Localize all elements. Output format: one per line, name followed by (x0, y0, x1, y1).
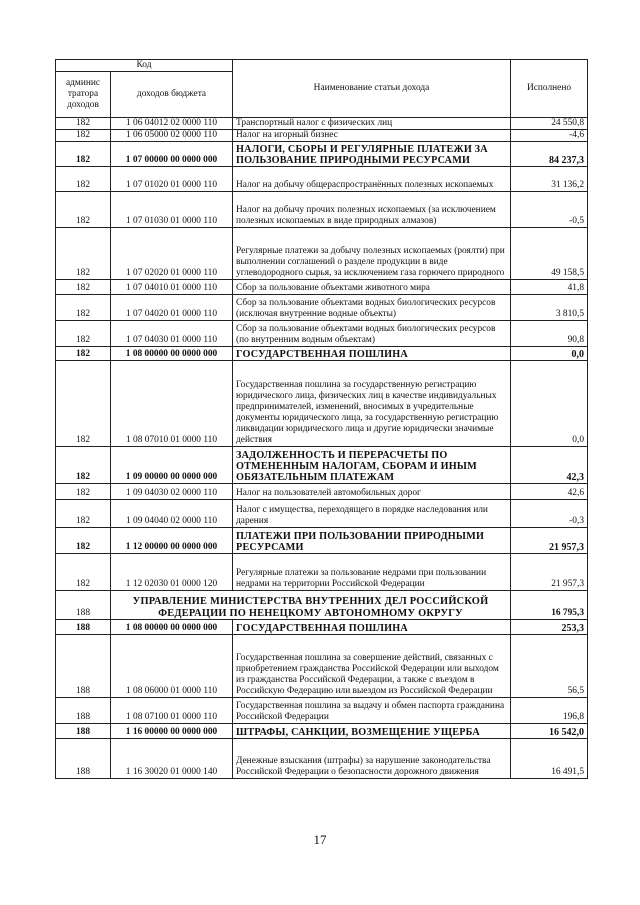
item-name-cell: Сбор за пользование объектами водных биологических ресурсов (исключая внутренние водные объекты) (233, 295, 511, 321)
admin-code-cell: 182 (56, 280, 111, 295)
admin-code-cell: 182 (56, 321, 111, 347)
amount-cell: 21 957,3 (511, 554, 588, 591)
header-code: Код (56, 60, 233, 72)
budget-revenue-table (55, 59, 588, 779)
budget-code-cell: 1 07 00000 00 0000 000 (111, 142, 233, 167)
table-row (56, 167, 588, 192)
section-row (56, 724, 588, 739)
department-title-cell: УПРАВЛЕНИЕ МИНИСТЕРСТВА ВНУТРЕННИХ ДЕЛ РОССИЙСКОЙ ФЕДЕРАЦИИ ПО НЕНЕЦКОМУ АВТОНОМНОМУ ОКРУГУ (111, 591, 511, 620)
table-row (56, 554, 588, 591)
item-name-cell: Сбор за пользование объектами водных биологических ресурсов (по внутренним водным объектам) (233, 321, 511, 347)
amount-cell: 16 795,3 (511, 591, 588, 620)
table-row (56, 118, 588, 130)
amount-cell: 56,5 (511, 635, 588, 698)
section-row (56, 347, 588, 361)
item-name-cell: Денежные взыскания (штрафы) за нарушение законодательства Российской Федерации о безопасности дорожного движения (233, 739, 511, 779)
table-row (56, 635, 588, 698)
budget-code-cell: 1 09 04030 02 0000 110 (111, 484, 233, 500)
amount-cell: 42,3 (511, 447, 588, 484)
budget-code-cell: 1 07 04020 01 0000 110 (111, 295, 233, 321)
budget-code-cell: 1 08 06000 01 0000 110 (111, 635, 233, 698)
item-name-cell: ГОСУДАРСТВЕННАЯ ПОШЛИНА (233, 620, 511, 635)
budget-code-cell: 1 07 04010 01 0000 110 (111, 280, 233, 295)
budget-code-cell: 1 09 04040 02 0000 110 (111, 500, 233, 528)
table-row (56, 361, 588, 447)
section-row (56, 142, 588, 167)
table-row (56, 295, 588, 321)
page-number: 17 (313, 832, 327, 847)
amount-cell: 31 136,2 (511, 167, 588, 192)
amount-cell: 21 957,3 (511, 528, 588, 554)
amount-cell: -0,3 (511, 500, 588, 528)
item-name-cell: НАЛОГИ, СБОРЫ И РЕГУЛЯРНЫЕ ПЛАТЕЖИ ЗА ПОЛЬЗОВАНИЕ ПРИРОДНЫМИ РЕСУРСАМИ (233, 142, 511, 167)
table-row (56, 484, 588, 500)
admin-code-cell: 182 (56, 167, 111, 192)
budget-code-cell: 1 08 00000 00 0000 000 (111, 347, 233, 361)
item-name-cell: Сбор за пользование объектами животного мира (233, 280, 511, 295)
budget-code-cell: 1 08 00000 00 0000 000 (111, 620, 233, 635)
amount-cell: -0,5 (511, 192, 588, 228)
item-name-cell: Налог на добычу общераспространённых полезных ископаемых (233, 167, 511, 192)
header-executed: Исполнено (511, 60, 588, 118)
admin-code-cell: 188 (56, 698, 111, 724)
table-row (56, 130, 588, 142)
budget-code-cell: 1 06 04012 02 0000 110 (111, 118, 233, 130)
budget-code-cell: 1 07 02020 01 0000 110 (111, 228, 233, 280)
item-name-cell: ЗАДОЛЖЕННОСТЬ И ПЕРЕРАСЧЕТЫ ПО ОТМЕНЕННЫМ НАЛОГАМ, СБОРАМ И ИНЫМ ОБЯЗАТЕЛЬНЫМ ПЛАТЕЖАМ (233, 447, 511, 484)
table-row (56, 192, 588, 228)
admin-code-cell: 188 (56, 724, 111, 739)
table-row (56, 739, 588, 779)
department-row (56, 591, 588, 620)
item-name-cell: Государственная пошлина за выдачу и обмен паспорта гражданина Российской Федерации (233, 698, 511, 724)
amount-cell: 24 550,8 (511, 118, 588, 130)
header-row-code (56, 60, 588, 72)
budget-code-cell: 1 07 01030 01 0000 110 (111, 192, 233, 228)
budget-code-cell: 1 12 00000 00 0000 000 (111, 528, 233, 554)
table-body (56, 60, 588, 779)
amount-cell: 3 810,5 (511, 295, 588, 321)
item-name-cell: Регулярные платежи за пользование недрами при пользовании недрами на территории Российской Федерации (233, 554, 511, 591)
item-name-cell: Налог на пользователей автомобильных дорог (233, 484, 511, 500)
amount-cell: 42,6 (511, 484, 588, 500)
amount-cell: 0,0 (511, 347, 588, 361)
amount-cell: 196,8 (511, 698, 588, 724)
item-name-cell: ШТРАФЫ, САНКЦИИ, ВОЗМЕЩЕНИЕ УЩЕРБА (233, 724, 511, 739)
amount-cell: 16 491,5 (511, 739, 588, 779)
table-row (56, 228, 588, 280)
amount-cell: -4,6 (511, 130, 588, 142)
header-budget: доходов бюджета (111, 72, 233, 118)
admin-code-cell: 182 (56, 554, 111, 591)
admin-code-cell: 182 (56, 347, 111, 361)
header-admin: админис тратора доходов (56, 72, 111, 118)
budget-code-cell: 1 07 04030 01 0000 110 (111, 321, 233, 347)
budget-code-cell: 1 08 07100 01 0000 110 (111, 698, 233, 724)
header-name: Наименование статьи дохода (233, 60, 511, 118)
admin-code-cell: 182 (56, 130, 111, 142)
amount-cell: 41,8 (511, 280, 588, 295)
section-row (56, 447, 588, 484)
amount-cell: 0,0 (511, 361, 588, 447)
budget-code-cell: 1 12 02030 01 0000 120 (111, 554, 233, 591)
item-name-cell: Налог с имущества, переходящего в порядке наследования или дарения (233, 500, 511, 528)
item-name-cell: ПЛАТЕЖИ ПРИ ПОЛЬЗОВАНИИ ПРИРОДНЫМИ РЕСУРСАМИ (233, 528, 511, 554)
item-name-cell: Транспортный налог с физических лиц (233, 118, 511, 130)
budget-code-cell: 1 09 00000 00 0000 000 (111, 447, 233, 484)
admin-code-cell: 182 (56, 361, 111, 447)
budget-code-cell: 1 06 05000 02 0000 110 (111, 130, 233, 142)
admin-code-cell: 182 (56, 484, 111, 500)
amount-cell: 49 158,5 (511, 228, 588, 280)
table-row (56, 698, 588, 724)
table-row (56, 280, 588, 295)
item-name-cell: ГОСУДАРСТВЕННАЯ ПОШЛИНА (233, 347, 511, 361)
admin-code-cell: 182 (56, 500, 111, 528)
admin-code-cell: 188 (56, 591, 111, 620)
admin-code-cell: 182 (56, 295, 111, 321)
admin-code-cell: 182 (56, 142, 111, 167)
section-row (56, 528, 588, 554)
table-row (56, 321, 588, 347)
budget-code-cell: 1 16 30020 01 0000 140 (111, 739, 233, 779)
budget-code-cell: 1 16 00000 00 0000 000 (111, 724, 233, 739)
admin-code-cell: 182 (56, 118, 111, 130)
item-name-cell: Государственная пошлина за государственную регистрацию юридического лица, физических лиц в качестве индивидуальных предпринимателей, изменений, вносимых в учредительные документы юридического лица, за государственную регистрацию ликвидации юридического лица и другие юридически значимые действия (233, 361, 511, 447)
budget-code-cell: 1 08 07010 01 0000 110 (111, 361, 233, 447)
item-name-cell: Налог на игорный бизнес (233, 130, 511, 142)
admin-code-cell: 188 (56, 620, 111, 635)
amount-cell: 16 542,0 (511, 724, 588, 739)
amount-cell: 90,8 (511, 321, 588, 347)
admin-code-cell: 182 (56, 447, 111, 484)
item-name-cell: Налог на добычу прочих полезных ископаемых (за исключением полезных ископаемых в виде природных алмазов) (233, 192, 511, 228)
section-row (56, 620, 588, 635)
admin-code-cell: 182 (56, 228, 111, 280)
admin-code-cell: 182 (56, 528, 111, 554)
admin-code-cell: 182 (56, 192, 111, 228)
admin-code-cell: 188 (56, 635, 111, 698)
item-name-cell: Государственная пошлина за совершение действий, связанных с приобретением гражданства Российской Федерации или выходом из гражданства Российской Федерации, а также с въездом в Российскую Федерацию или выездом из Российской Федерации (233, 635, 511, 698)
amount-cell: 253,3 (511, 620, 588, 635)
amount-cell: 84 237,3 (511, 142, 588, 167)
item-name-cell: Регулярные платежи за добычу полезных ископаемых (роялти) при выполнении соглашений о разделе продукции в виде углеводородного сырья, за исключением газа горючего природного (233, 228, 511, 280)
budget-code-cell: 1 07 01020 01 0000 110 (111, 167, 233, 192)
admin-code-cell: 188 (56, 739, 111, 779)
table-row (56, 500, 588, 528)
